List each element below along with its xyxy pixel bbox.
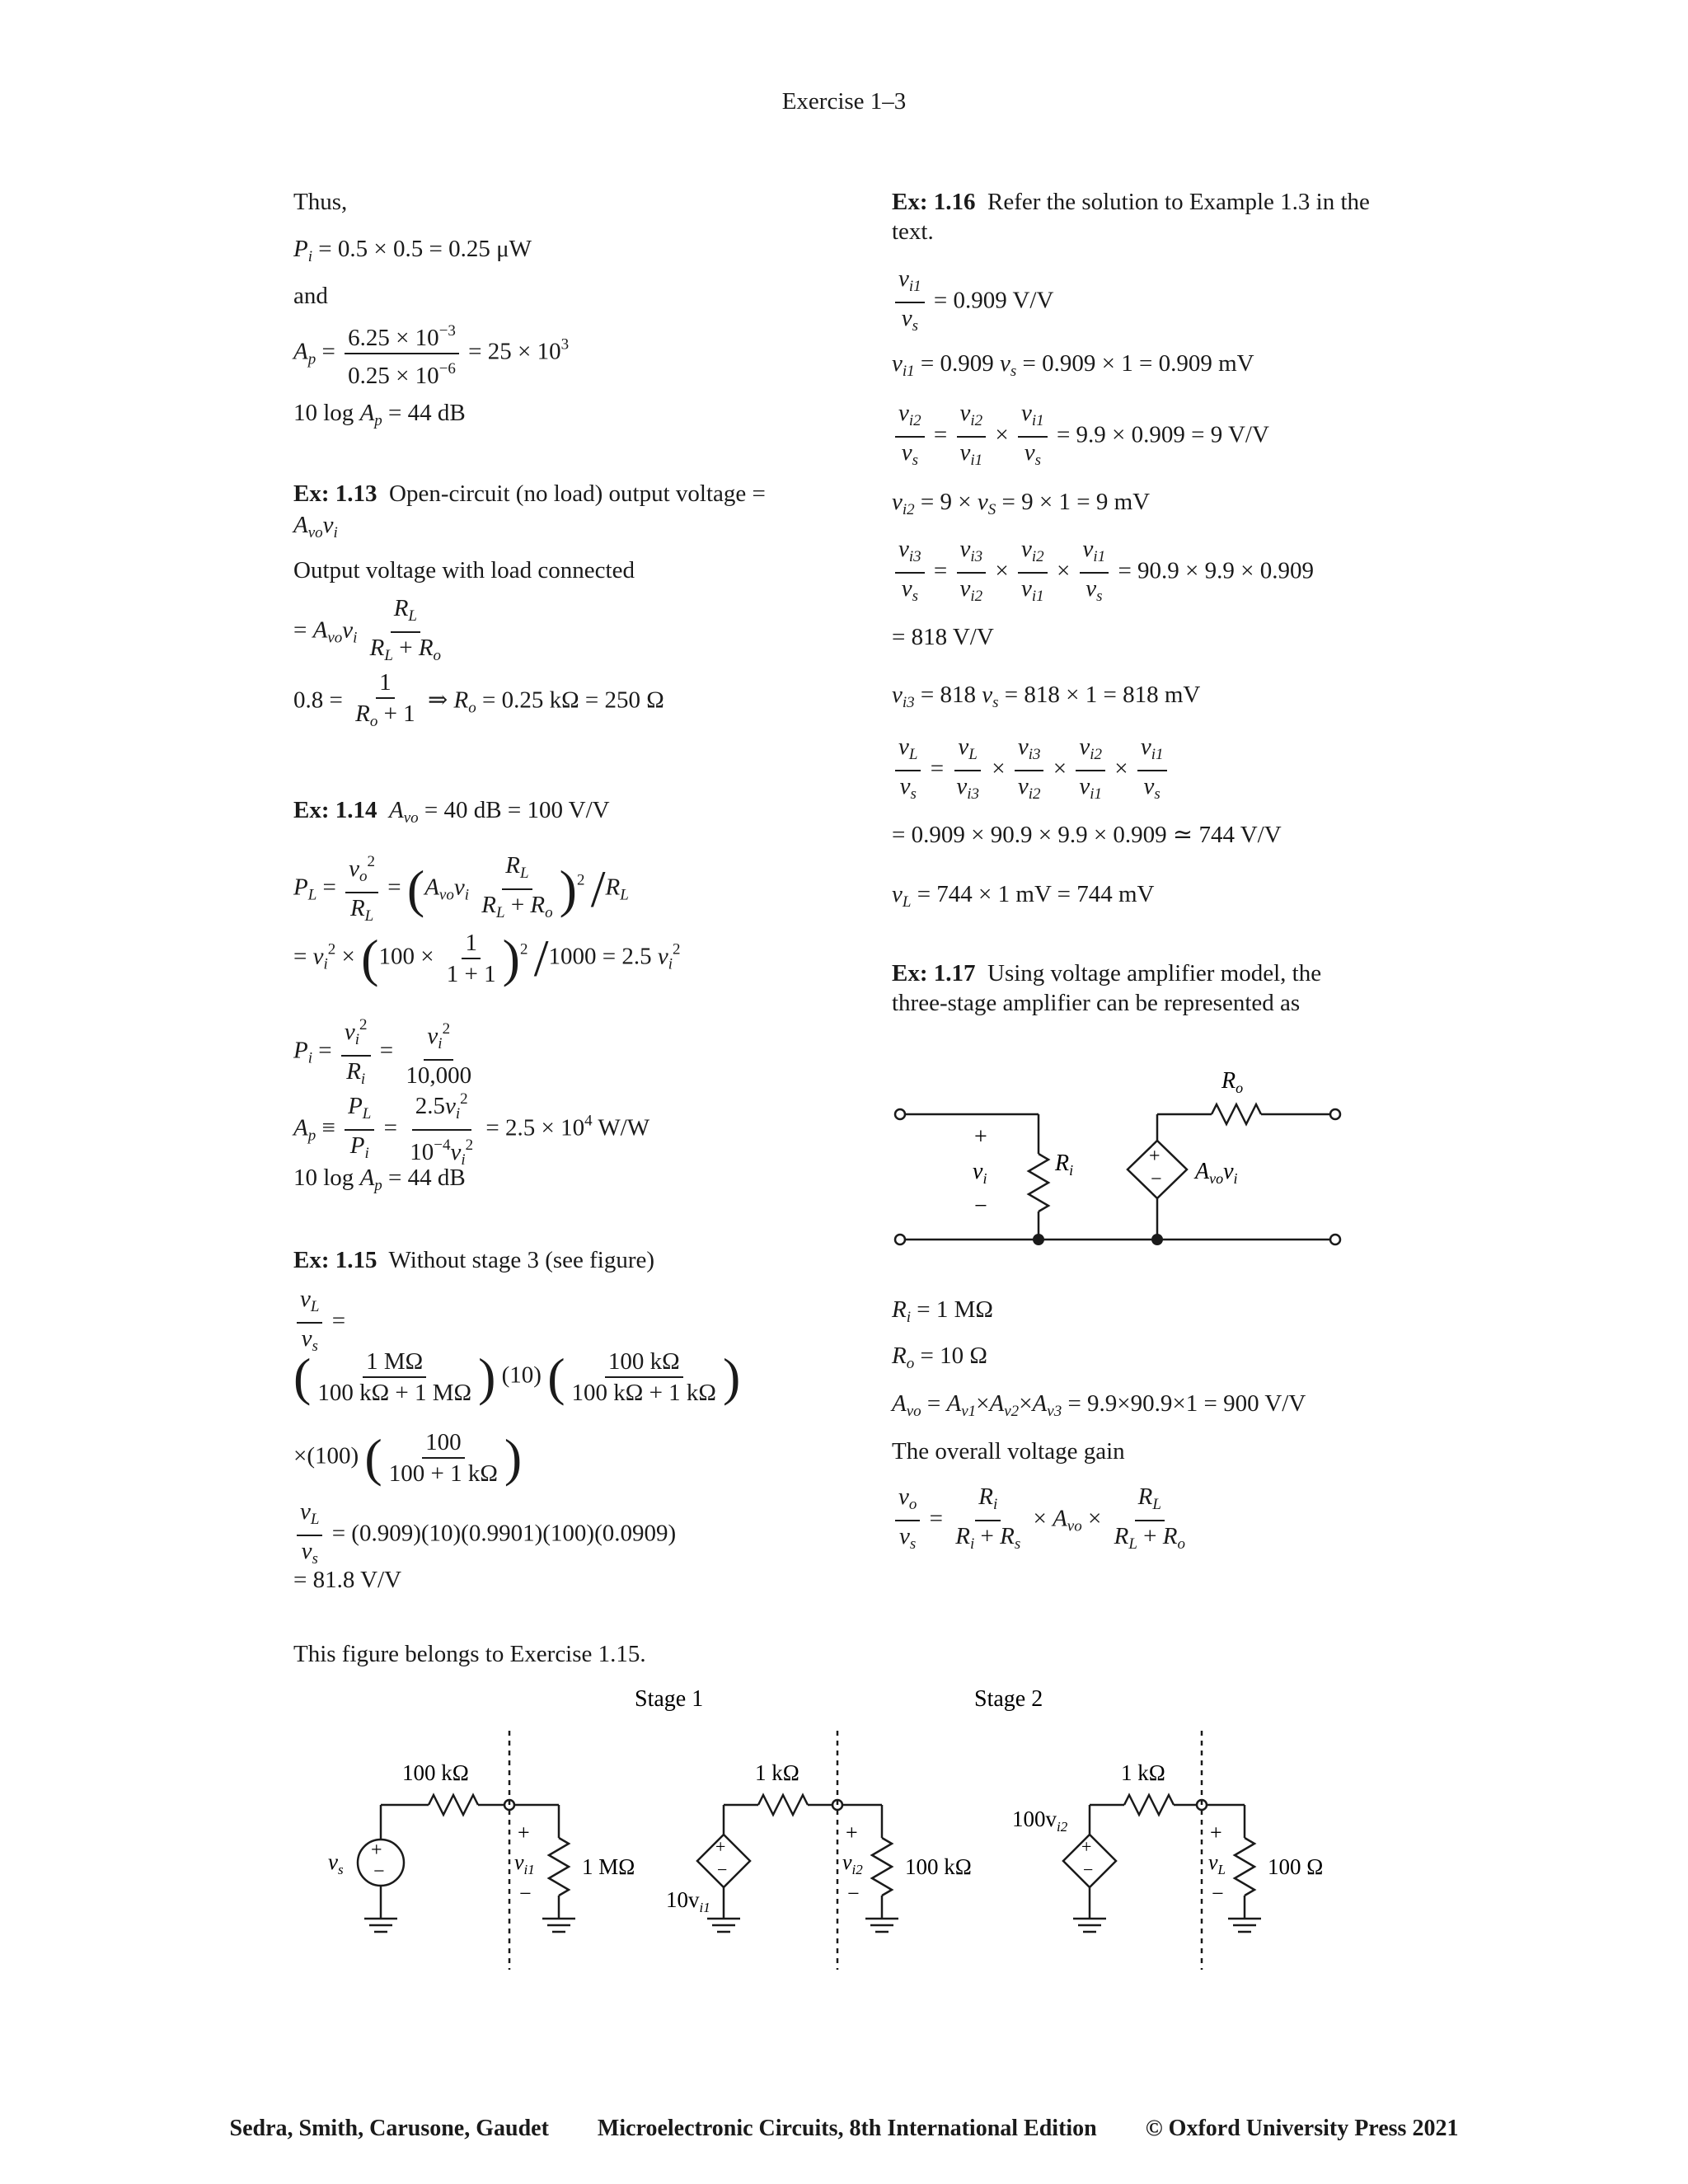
ex113-eq2: = $A_{vo}v_i$ $\frac{R_L}{R_L + R_o}$ (293, 595, 442, 664)
r1M-label: 1 MΩ (582, 1854, 635, 1879)
log-ap-line: 10 $\log A_p = 44$ dB (293, 400, 466, 429)
r7-eq: $v_{i3} = 818$ $v_s = 818 \times 1 = 818$ mV (892, 682, 1201, 711)
src2-label: $100v_{i2}$ (1012, 1807, 1068, 1835)
r10-eq: $v_L = 744 \times 1$ mV = 744 mV (892, 881, 1155, 911)
ex116-label: Ex: 1.16 (892, 189, 976, 215)
header-text: Exercise 1–3 (781, 88, 907, 115)
vi-minus: − (974, 1193, 987, 1219)
ex114-log: 10 $\log A_p = 44$ dB (293, 1165, 466, 1194)
ex115-vl-vs: $\frac{v_L}{v_s}$ = (293, 1286, 345, 1360)
page-footer (0, 2116, 1688, 2142)
ex114-eq2: = $v_i^2 \times (100$ × $\frac{1}{1 + 1}$ )$^2$ /1000 = 2.5 $v_i^2$ (293, 929, 681, 987)
vi2-label: $v_{i2}$ (842, 1850, 863, 1877)
r6-eq: = 818 V/V (892, 624, 994, 650)
ex113-heading (293, 480, 766, 508)
ex113-label: Ex: 1.13 (293, 480, 377, 507)
ri-eq: $R_i = 1$ MΩ (892, 1296, 993, 1326)
ex113-text: Open-circuit (no load) output voltage = (389, 480, 766, 507)
overall-gain-text: The overall voltage gain (892, 1438, 1125, 1465)
ex115-heading (293, 1246, 654, 1274)
footer-book: Microelectronic Circuits, 8th International Edition (597, 2116, 1097, 2141)
source-plus: + (1149, 1146, 1160, 1167)
src2-minus: − (1083, 1859, 1094, 1880)
avo-eq: $A_{vo} = A_{v1}\times A_{v2}\times A_{v3} = 9.9\times 90.9\times 1 = 900$ V/V (892, 1390, 1306, 1420)
ex116-heading (892, 188, 1370, 216)
ex114-ap-eq: $A_p$ ≡ $\frac{P_L}{P_i}$ = $\frac{2.5v_i^2}{10^{-4}v_i^2}$ = $2.5 \times 10^4$ W/W (293, 1086, 649, 1174)
vi-label: $v_i$ (973, 1159, 987, 1187)
ro-label: $R_o$ (1221, 1068, 1244, 1096)
source-minus: − (1151, 1169, 1162, 1190)
thus-text: Thus, (293, 189, 348, 215)
ex114-label: Ex: 1.14 (293, 797, 377, 823)
r1-eq: $\frac{v_{i1}}{v_s}$ = 0.909 V/V (892, 265, 1053, 340)
figure-caption: This figure belongs to Exercise 1.15. (293, 1641, 646, 1667)
stage2-label: Stage 2 (974, 1690, 1043, 1712)
vi1-label: $v_{i1}$ (514, 1850, 535, 1877)
amplifier-model-circuit (882, 1047, 1393, 1261)
ex117-text: Using voltage amplifier model, the (987, 960, 1322, 987)
ex113-line2: Output voltage with load connected (293, 557, 635, 583)
ex115-eq-x100: ×(100) ( $\frac{100}{100 + 1 k\Omega}$ ) (293, 1428, 523, 1487)
overall-gain-eq: $\frac{v_o}{v_s}$ = $\frac{R_i}{R_i + R_s}$ × $A_{vo}$ × $\frac{R_L}{R_L + R_o}$ (892, 1483, 1192, 1558)
footer-authors: Sedra, Smith, Carusone, Gaudet (229, 2116, 549, 2141)
src-plus: + (371, 1840, 382, 1861)
ex113-avo-vi: $A_{vo}v_i$ (293, 512, 338, 541)
src1-plus: + (715, 1836, 726, 1857)
pi-value: = 0.5 × 0.5 = 0.25 μW (318, 236, 532, 262)
src1-label: $10v_{i1}$ (666, 1887, 710, 1915)
r100-label: 100 Ω (1268, 1854, 1324, 1879)
vi1-minus: − (519, 1882, 532, 1905)
r100k-label: 100 kΩ (402, 1760, 469, 1785)
src1-minus: − (717, 1859, 728, 1880)
r3-eq: $\frac{v_{i2}}{v_s}$ = $\frac{v_{i2}}{v_{i1}}$ × $\frac{v_{i1}}{v_s}$ = 9.9 × 0.909 = 9 V/V (892, 400, 1269, 474)
ex115-result: = 81.8 V/V (293, 1567, 402, 1593)
r9-eq: = 0.909 × 90.9 × 9.9 × 0.909 ≃ 744 V/V (892, 822, 1282, 848)
ex116-text2: text. (892, 218, 934, 245)
r4-eq: $v_{i2} = 9 \times v_S = 9 \times 1 = 9$ mV (892, 489, 1151, 518)
ex116-text: Refer the solution to Example 1.3 in the (987, 189, 1370, 215)
ex115-eq-factors: ( $\frac{1 M\Omega}{100 k\Omega + 1 M\Omega}$ ) (10) ( $\frac{100 k\Omega}{100 k\Omega + 1 k\Omega}$ ) (293, 1347, 741, 1406)
two-stage-circuit (313, 1690, 1451, 1986)
avo-vi-label: $A_{vo}v_i$ (1195, 1159, 1238, 1187)
and-text: and (293, 283, 328, 309)
src2-plus: + (1081, 1836, 1092, 1857)
r1k-b-label: 1 kΩ (1121, 1760, 1165, 1785)
ex115-text: Without stage 3 (see figure) (388, 1247, 655, 1273)
ex115-label: Ex: 1.15 (293, 1247, 377, 1273)
vi1-plus: + (518, 1821, 530, 1844)
ri-label: $R_i$ (1055, 1151, 1074, 1179)
ex113-eq3: 0.8 = $\frac{1}{R_o + 1}$ ⇒ $R_o = 0.25$ kΩ = 250 Ω (293, 669, 664, 730)
vi2-minus: − (847, 1882, 860, 1905)
vi-plus: + (974, 1124, 987, 1150)
r1k-a-label: 1 kΩ (755, 1760, 799, 1785)
ex114-heading: Ex: 1.14 $A_{vo} = 40$ dB = 100 V/V (293, 797, 610, 827)
vs-label: $v_s$ (328, 1849, 344, 1877)
r8-eq: $\frac{v_L}{v_s}$ = $\frac{v_L}{v_{i3}}$ × $\frac{v_{i3}}{v_{i2}}$ × $\frac{v_{i2}}{v_{i1}}$ × $\frac{v_{i1}}{v_s}$ (892, 733, 1170, 808)
ex115-product: $\frac{v_L}{v_s}$ = (0.909)(10)(0.9901)(100)(0.0909) (293, 1498, 676, 1572)
src-minus: − (373, 1861, 385, 1882)
stage1-label: Stage 1 (635, 1690, 704, 1712)
r2-eq: $v_{i1} = 0.909$ $v_s = 0.909 \times 1 = 0.909$ mV (892, 350, 1254, 380)
vl-plus: + (1210, 1821, 1222, 1844)
page-header (0, 87, 1688, 115)
ro-eq: $R_o = 10$ Ω (892, 1343, 987, 1372)
r5-eq: $\frac{v_{i3}}{v_s}$ = $\frac{v_{i3}}{v_{i2}}$ × $\frac{v_{i2}}{v_{i1}}$ × $\frac{v_{i1}}{v_s}$ = 90.9 × 9.9 × 0.909 (892, 536, 1314, 610)
pi-equation: $P_i = 0.5 \times 0.5 = 0.25$ μW (293, 236, 532, 265)
ap-equation: $A_p$ = $\frac{6.25 \times 10^{-3}}{0.25 \times 10^{-6}}$ = $25 \times 10^3$ (293, 318, 569, 389)
ap-fraction: $\frac{6.25 \times 10^{-3}}{0.25 \times 10^{-6}}$ (345, 318, 459, 389)
ex117-label: Ex: 1.17 (892, 960, 976, 987)
vl-label: $v_L$ (1208, 1850, 1226, 1877)
vi2-plus: + (846, 1821, 858, 1844)
r100k-b-label: 100 kΩ (905, 1854, 972, 1879)
ex114-pi-eq: $P_i$ = $\frac{v_i^2}{R_i}$ = $\frac{v_i^2}{10,000}$ (293, 1012, 478, 1093)
ex114-pl-eq: $P_L$ = $\frac{v_o^2}{R_L}$ = ($A_{vo}v_i$ $\frac{R_L}{R_L + R_o}$ )$^2$ $/R_L$ (293, 849, 629, 930)
ex117-heading (892, 959, 1321, 987)
ex117-text2: three-stage amplifier can be represented as (892, 990, 1301, 1016)
vl-minus: − (1212, 1882, 1224, 1905)
footer-copyright: © Oxford University Press 2021 (1145, 2116, 1459, 2141)
